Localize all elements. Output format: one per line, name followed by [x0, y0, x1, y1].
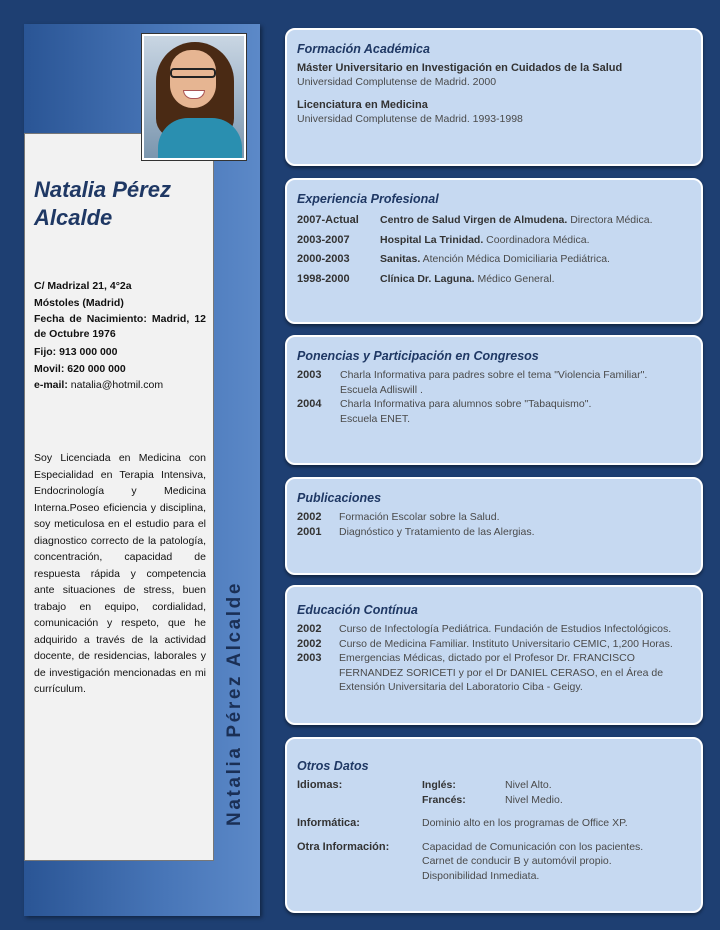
education-item: 2002 Curso de Infectología Pediátrica. Fundación de Estudios Infectológicos. — [297, 623, 672, 635]
mobile: Movil: 620 000 000 — [34, 362, 126, 375]
section-otros-datos — [285, 737, 703, 913]
section-formacion — [285, 28, 703, 166]
section-publicaciones — [285, 477, 703, 575]
experience-row: 1998-2000 Clínica Dr. Laguna. Médico General. — [297, 272, 555, 285]
section-experiencia — [285, 178, 703, 324]
section-title: Educación Contínua — [297, 603, 418, 617]
vertical-name: Natalia Pérez Alcalde — [224, 580, 245, 826]
birth-label: Fecha de Nacimiento: — [34, 313, 147, 325]
languages-row: Idiomas: Inglés: Nivel Alto. Francés: Nivel Medio. — [297, 778, 693, 807]
informatica-row: Informática: Dominio alto en los programas de Office XP. — [297, 817, 628, 829]
congress-item: 2004 Charla Informativa para alumnos sobre "Tabaquismo". Escuela ENET. — [297, 398, 592, 425]
contact-details — [34, 278, 206, 394]
section-title: Publicaciones — [297, 491, 382, 505]
section-title: Otros Datos — [297, 759, 369, 773]
candidate-name: Natalia Pérez Alcalde — [34, 177, 171, 230]
profile-summary: Soy Licenciada en Medicina con Especialidad en Terapia Intensiva, Endocrinología y Medicina Interna.Poseo eficiencia y disciplina, soy meticulosa en el estudio para el diagnostico correcto de la patología, concentración, capacidad de respuesta rápida y competencia ante situaciones de stress, buen trabajo en equipo, cordialidad, comunicación y respeto, que he adquirido a través de la actividad docente, de residencias, laborales y de investigación mencionadas en mi currículum. — [34, 452, 206, 695]
section-congresos — [285, 335, 703, 465]
congress-item: 2003 Charla Informativa para padres sobre el tema "Violencia Familiar". Escuela Adliswill . — [297, 369, 648, 396]
section-title: Formación Académica — [297, 42, 430, 56]
education-item: 2003 Emergencias Médicas, dictado por el Profesor Dr. FRANCISCO FERNANDEZ SORICETI y por el Dr DANIEL CERASO, en el Área de Extensión Universitaria del Laboratorio Ciba - Geigy. — [297, 652, 664, 693]
city: Móstoles (Madrid) — [34, 296, 124, 309]
birth-value: Madrid, 12 de Octubre 1976 — [34, 313, 207, 340]
section-educacion — [285, 585, 703, 725]
degree-item: Licenciatura en Medicina Universidad Complutense de Madrid. 1993-1998 — [297, 99, 523, 125]
profile-photo-image — [144, 36, 244, 158]
phone: Fijo: 913 000 000 — [34, 346, 118, 358]
language-item: Inglés: Nivel Alto. — [422, 779, 552, 791]
section-title: Experiencia Profesional — [297, 192, 439, 206]
publication-item: 2001 Diagnóstico y Tratamiento de las Alergias. — [297, 525, 535, 538]
birth-date — [34, 312, 206, 342]
otra-info-row: Otra Información: Capacidad de Comunicación con los pacientes. Carnet de conducir B y automóvil propio. Disponibilidad Inmediata. — [297, 840, 644, 882]
education-item: 2002 Curso de Medicina Familiar. Instituto Universitario CEMIC, 1,200 Horas. — [297, 637, 673, 650]
address: C/ Madrizal 21, 4°2a — [34, 280, 132, 292]
experience-row: 2007-Actual Centro de Salud Virgen de Almudena. Directora Médica. — [297, 214, 653, 226]
publication-item: 2002 Formación Escolar sobre la Salud. — [297, 511, 500, 523]
degree-item: Máster Universitario en Investigación en Cuidados de la Salud Universidad Complutense de Madrid. 2000 — [297, 62, 623, 88]
profile-photo — [141, 33, 247, 161]
language-item: Francés: Nivel Medio. — [422, 793, 563, 806]
experience-row: 2000-2003 Sanitas. Atención Médica Domiciliaria Pediátrica. — [297, 253, 610, 265]
experience-row: 2003-2007 Hospital La Trinidad. Coordinadora Médica. — [297, 233, 590, 246]
section-title: Ponencias y Participación en Congresos — [297, 349, 539, 363]
email: e-mail: natalia@hotmil.com — [34, 379, 164, 391]
